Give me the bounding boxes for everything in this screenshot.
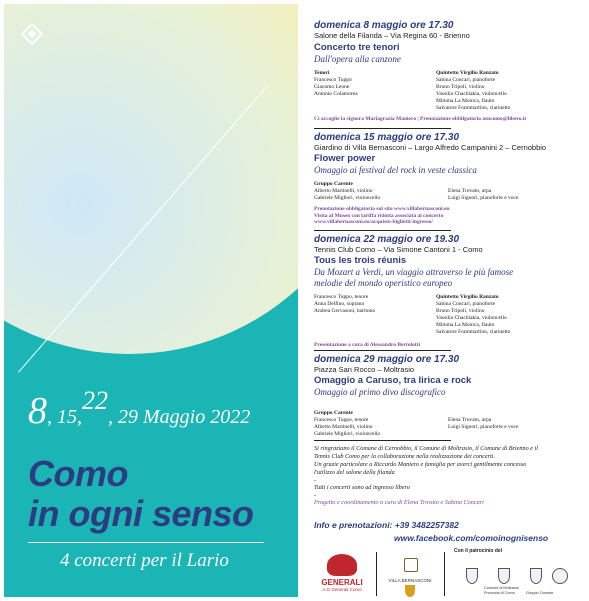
performer: Elena Trovato, arpa	[448, 188, 492, 194]
shield-icon	[405, 585, 415, 597]
contact-info: Info e prenotazioni: +39 3482257382	[314, 520, 459, 530]
divider	[314, 350, 451, 351]
performer: Luigi Signori, pianoforte e voce	[448, 195, 519, 201]
event-date: domenica 22 maggio ore 19.30	[314, 234, 460, 245]
patron-name: Provincia di Como	[484, 591, 515, 595]
patronage-block	[454, 548, 586, 598]
performer: Francesco Tuppo, tenore	[314, 294, 369, 300]
sun-circle-graphic	[4, 4, 298, 354]
performer: Vassilia Chachlakia, violoncello	[436, 91, 507, 97]
note-line: Visita al Museo con tariffa ridotta associata al concerto	[314, 212, 444, 219]
performers	[314, 410, 586, 438]
event-place: Giardino di Villa Bernasconi – Largo Alfredo Campanini 2 – Cernobbio	[314, 143, 547, 152]
ring-logo-icon	[552, 568, 568, 584]
performer: Alberto Martinelli, violino	[314, 188, 373, 194]
performers	[314, 181, 586, 202]
divider	[376, 552, 377, 596]
poster-panel	[4, 4, 298, 597]
event-date: domenica 8 maggio ore 17.30	[314, 20, 454, 31]
thanks-line: l'utilizzo del salone della filanda	[314, 469, 395, 476]
performer: Gabriele Migliori, violoncello	[314, 195, 381, 201]
poster-subtitle: 4 concerti per il Lario	[60, 550, 229, 571]
event-title: Concerto tre tenori	[314, 42, 400, 53]
date-rest: , 29 Maggio 2022	[108, 406, 251, 428]
subtitle-line: Da Mozart a Verdi, un viaggio attraverso le più famose	[314, 267, 514, 277]
event-4	[314, 354, 586, 438]
acknowledgements: Si ringraziano il Comune di Cernobbio, il Comune di Moltrasio, il Comune di Brienno e il Tennis Club Como per la collaborazione nella realizzazione dei concerti. Un grazie particolare a Riccardo Maniero e famiglia per averci gentilmente concesso l'utilizzo del salone della filanda - Tutti i concerti sono ad ingresso libero - Progetto e coordinamento a cura di Elena Trovato e Sabina Concari	[314, 445, 586, 507]
performers	[314, 294, 586, 336]
event-2	[314, 132, 586, 226]
performer: Salvatore Frammartino, clarinetto	[436, 329, 511, 335]
date-first: 8	[28, 390, 47, 432]
performer	[448, 181, 518, 188]
performer: Salvatore Frammartino, clarinetto	[436, 105, 511, 111]
thanks-line: Progetto e coordinamento a cura di Elena Trovato e Sabina Concari	[314, 499, 484, 506]
performer: Vassilia Chachlakia, violoncello	[436, 315, 507, 321]
performer: Luigi Signori, pianoforte e voce	[448, 424, 519, 430]
villa-name: VILLA BERNASCONI	[388, 578, 432, 583]
performer: Francesco Tuppo	[314, 77, 352, 83]
date-sep: , 15,	[47, 406, 82, 428]
subtitle-line: melodie del mondo operistico europeo	[314, 278, 453, 288]
lion-icon	[327, 554, 357, 576]
thanks-line: Un grazie particolare a Riccardo Maniero e famiglia per averci gentilmente concesso	[314, 461, 527, 468]
thanks-line: Si ringraziano il Comune di Cernobbio, il Comune di Moltrasio, il Comune di Brienno e il	[314, 445, 538, 452]
performer: Francesco Tuppo, tenore	[314, 417, 369, 423]
performer: Andrea Gervasoni, baritono	[314, 308, 376, 314]
patronage-label: Con il patrocinio del	[454, 548, 503, 554]
event-3	[314, 234, 586, 349]
villa-bernasconi-logo	[386, 548, 434, 598]
event-place: Salone della Filanda – Via Regina 60 - Brienno	[314, 31, 470, 40]
performer: Bruno Tripoli, violino	[436, 308, 485, 314]
divider	[314, 440, 451, 441]
performer: Alberto Martinelli, violino	[314, 424, 373, 430]
performer: Antonio Colamorea	[314, 91, 358, 97]
event-title: Omaggio a Caruso, tra lirica e rock	[314, 375, 472, 386]
performer: Bruno Tripoli, violino	[436, 84, 485, 90]
event-date: domenica 29 maggio ore 17.30	[314, 354, 460, 365]
crest-icon	[530, 568, 542, 584]
note-line: www.villabernasconi.eu/acquisto-biglietti-ingresso/	[314, 219, 434, 225]
performer: Anna Delfino, soprano	[314, 301, 365, 307]
divider	[314, 128, 451, 129]
sponsor-logos	[314, 548, 586, 601]
date-second: 22	[82, 386, 108, 415]
divider	[444, 552, 445, 596]
event-note	[314, 206, 586, 226]
performer: Elena Trovato, arpa	[448, 417, 492, 423]
event-dates	[28, 386, 251, 433]
facebook-link[interactable]: www.facebook.com/comoinognisenso	[394, 533, 549, 543]
performer: Quintetto Virgilio Ranzato	[436, 294, 499, 300]
performer: Mimma La Monica, flauto	[436, 98, 495, 104]
generali-name: GENERALI	[321, 578, 363, 587]
event-place: Tennis Club Como – Via Simone Cantoni 1 - Como	[314, 245, 483, 254]
thanks-line: Tennis Club Como per la collaborazione nella realizzazione dei concerti.	[314, 453, 496, 460]
program-panel	[314, 0, 586, 601]
title-line-2: in ogni senso	[28, 493, 254, 534]
event-subtitle: Dall'opera alla canzone	[314, 54, 401, 64]
villa-emblem-icon	[404, 558, 418, 572]
performer: Sabina Concari, pianoforte	[436, 77, 496, 83]
patron-name: Comune di Moltrasio	[484, 586, 519, 590]
event-subtitle: Omaggio ai festival del rock in veste classica	[314, 165, 477, 175]
generali-logo	[314, 548, 370, 598]
event-note: Ci accoglie la signora Mariagrazia Maniero | Prenotazione obbligatoria asncomo@libero.it	[314, 116, 527, 122]
performer: Gabriele Migliori, violoncello	[314, 431, 381, 437]
patron-name: Gruppo Carente	[526, 591, 554, 595]
event-place: Piazza San Rocco – Moltrasio	[314, 365, 415, 374]
event-title: Flower power	[314, 153, 376, 164]
performer: Gruppo Carente	[314, 410, 353, 416]
event-subtitle: Omaggio al primo divo discografico	[314, 387, 446, 397]
generali-sub: A.G Generali Como	[322, 587, 362, 592]
crest-icon	[498, 568, 510, 584]
performer: Gruppo Carente	[314, 181, 353, 187]
performer: Mimma La Monica, flauto	[436, 322, 495, 328]
performers	[314, 70, 586, 112]
performer: Giacomo Leone	[314, 84, 350, 90]
event-note: Presentazione a cura di Alessandro Bertolotti	[314, 342, 420, 348]
performer	[448, 410, 518, 417]
event-subtitle	[314, 267, 586, 289]
event-1	[314, 20, 586, 123]
crest-icon	[466, 568, 478, 584]
divider	[314, 230, 451, 231]
divider	[28, 542, 264, 543]
event-date: domenica 15 maggio ore 17.30	[314, 132, 460, 143]
performer: Tenori	[314, 70, 330, 76]
thanks-line: Tutti i concerti sono ad ingresso libero	[314, 484, 410, 491]
note-line: Prenotazione obbligatoria sul sito www.villabernasconi.eu	[314, 206, 450, 212]
page-title	[28, 454, 254, 534]
title-line-1: Como	[28, 453, 128, 494]
performer: Sabina Concari, pianoforte	[436, 301, 496, 307]
performer: Quintetto Virgilio Ranzato	[436, 70, 499, 76]
event-title: Tous les trois réunis	[314, 255, 407, 266]
